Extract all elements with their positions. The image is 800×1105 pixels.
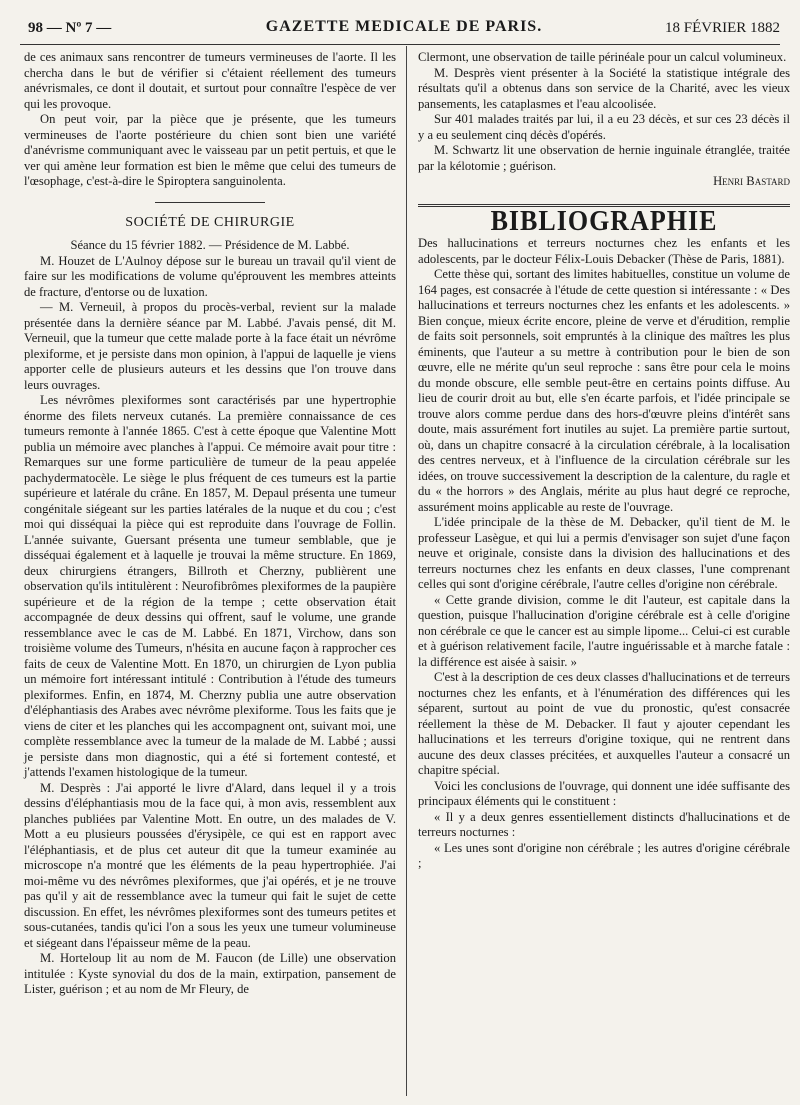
book-reference: Des hallucinations et terreurs nocturnes chez les enfants et les adolescents, par le docteur Félix-Louis Debacker (Thèse de Paris, 1881). xyxy=(418,236,790,266)
author-signature: Henri Bastard xyxy=(713,174,790,188)
paragraph: Voici les conclusions de l'ouvrage, qui donnent une idée suffisante des principaux éléments qui le constituent : xyxy=(418,778,790,808)
paragraph: M. Desprès : J'ai apporté le livre d'Alard, dans lequel il y a trois dessins d'éléphantiasis mou de la face qui, à mon avis, ressemblent aux planches publiées par Valentine Mott. En outre, un des malades de V. Mott a eu plusieurs poussées d'érysipèle, ce qui est en rapport avec l'éléphantiasis, et de plus cet auteur dit que la tumeur examinée au microscope n'a montré que les éléments de la peau hypertrophiée. J'ai moi-même vu des névrômes plexiformes, que j'ai opérés, et je ne trouve pas qu'il y ait de ressemblance avec la tumeur qui fait le sujet de cette discussion. En effet, les névrômes plexiformes sont des tumeurs petites et sous-cutanées, tandis qu'ici l'on a sous les yeux une tumeur volumineuse et siégeant dans l'épaisseur même de la peau. xyxy=(24,780,396,950)
paragraph: M. Horteloup lit au nom de M. Faucon (de Lille) une observation intitulée : Kyste synovial du dos de la main, extirpation, pansement de Lister, guérison ; et au nom de Mr Fleury, de xyxy=(24,951,396,996)
paragraph: C'est à la description de ces deux classes d'hallucinations et de terreurs nocturnes chez les enfants, et à l'énumération des différences qui les séparent, surtout au point de vue du pronostic, qu'est consacrée réellement la thèse de M. Debacker. Il faut y ajouter cependant les hallucinations et les terreurs d'origine toxique, qui ne rentrent dans aucune des deux classes précitées, et auxquelles l'auteur a consacré un chapitre spécial. xyxy=(418,670,790,777)
section-separator xyxy=(155,202,265,203)
issue-date: 18 FÉVRIER 1882 xyxy=(664,20,780,36)
paragraph: « Il y a deux genres essentiellement distincts d'hallucinations et de terreurs nocturnes : xyxy=(418,809,790,839)
paragraph: M. Desprès vient présenter à la Société la statistique intégrale des résultats qu'il a obtenus dans son service de la Charité, avec les vieux pansements, les cataplasmes et l'eau alcoolisée. xyxy=(418,65,790,111)
page-header xyxy=(28,18,780,42)
paragraph: Les névrômes plexiformes sont caractérisés par une hypertrophie énorme des filets nerveux cutanés. La première connaissance de ces tumeurs remonte à l'année 1865. C'est à cette époque que Valentine Mott publia un mémoire avec planches à l'appui. Ce mémoire avait pour titre : Remarques sur une forme particulière de tumeur de la peau appelée pachydermatocèle. Le siège le plus fréquent de ces tumeurs est la partie supérieure et latérale du crâne. En 1857, M. Depaul présenta une tumeur congénitale siégeant sur les parties latérales de la nuque et du cou ; c'est moi qui disséquai la pièce qui est reproduite dans l'ouvrage de Follin. L'année suivante, Guersant présenta une tumeur semblable, que je disséquai également et à laquelle je trouvai la même structure. En 1869, deux chirurgiens étrangers, Billroth et Cherzny, publièrent une observation qu'ils intitulèrent : Neurofibrômes plexiformes de la paupière supérieure et de la région de la tempe ; cette observation était accompagnée de deux dessins qui offrent, sauf le volume, une grande ressemblance avec le cas de M. Labbé. En 1871, Virchow, dans son troisième volume des Tumeurs, n'hésita en aucune façon à rapprocher ces faits de ceux de Valentine Mott. En 1870, un chirurgien de Lyon publia un mémoire fort intéressant intitulé : Contribution à l'étude des tumeurs plexiformes. Enfin, en 1874, M. Cherzny publia une autre observation d'éléphantiasis des Arabes avec névrôme plexiforme. Tous les faits que je viens de citer et les planches qui les accompagnent ont, suivant moi, une complète ressemblance avec la tumeur de la malade de M. Labbé ; aussi je persiste dans mon diagnostic, qui a été si fortement contesté, et j'attends l'examen histologique de la tumeur. xyxy=(24,393,396,779)
paragraph: Cette thèse qui, sortant des limites habituelles, constitue un volume de 164 pages, est consacrée à l'étude de cette question si intéressante : « Des hallucinations et terreurs nocturnes chez les enfants et les adolescents. » Bien conçue, mieux écrite encore, pleine de verve et d'érudition, remplie de faits soit personnels, soit empruntés à la clinique des maîtres les plus éminents, que l'auteur a su mettre à contribution pour le bien de son œuvre, elle ne mérite qu'un seul reproche : sans être pour cela le moins du monde obscure, elle semble peut-être en certains points diffuse. Au lieu de courir droit au but, elle s'en écarte parfois, et l'idée principale se trouve alors comme perdue dans des hors-d'œuvre pleins d'intérêt sans doute, mais assurément fort inutiles au sujet. La première partie surtout, où, dans un chapitre consacré à la circulation cérébrale, à la localisation des centres nerveux, et à l'influence de la circulation cérébrale sur les idées, on trouve successivement la description de la calenture, du ragle et du « the horrors » des Anglais, mérite au plus haut degré ce reproche, assurément moins applicable au reste de l'ouvrage. xyxy=(418,267,790,514)
paragraph: « Les unes sont d'origine non cérébrale ; les autres d'origine cérébrale ; xyxy=(418,840,790,870)
paragraph: Clermont, une observation de taille périnéale pour un calcul volumineux. xyxy=(418,50,787,64)
paragraph: de ces animaux sans rencontrer de tumeurs vermineuses de l'aorte. Il les chercha dans le but de vérifier si c'étaient réellement des tumeurs anévrismales, ce dont il doutait, et surtout pour connaître l'espèce de ver qui les provoque. xyxy=(24,50,396,111)
left-column xyxy=(24,50,396,998)
session-line: Séance du 15 février 1882. — Présidence de M. Labbé. xyxy=(70,238,350,252)
page-number: 98 — Nº 7 — xyxy=(28,20,112,36)
paragraph: — M. Verneuil, à propos du procès-verbal, revient sur la malade présentée dans la dernière séance par M. Labbé. J'avais pensé, dit M. Verneuil, que la tumeur que cette malade porte à la face était un névrôme plexiforme, et je persiste dans mon opinion, à l'appui de laquelle je viens apporter celle de plusieurs auteurs et les dessins que l'on trouve dans leurs ouvrages. xyxy=(24,300,396,392)
column-divider xyxy=(406,46,407,1096)
paragraph: Sur 401 malades traités par lui, il a eu 23 décès, et sur ces 23 décès il y a eu seulement cinq décès d'opérés. xyxy=(418,112,790,142)
section-title: BIBLIOGRAPHIE xyxy=(490,204,718,236)
paragraph: M. Schwartz lit une observation de hernie inguinale étranglée, traitée par la kélotomie ; guérison. xyxy=(418,143,790,173)
paragraph: « Cette grande division, comme le dit l'auteur, est capitale dans la question, puisque l'hallucination d'origine cérébrale est à celle d'origine non cérébrale ce que le cancer est au simple lipome... Celui-ci est curable et à guérison relativement facile, l'autre inguérissable et à marche fatale : la différence est aisée à saisir. » xyxy=(418,592,790,669)
paragraph: L'idée principale de la thèse de M. Debacker, qu'il tient de M. le professeur Lasègue, et qui lui a permis d'envisager son sujet d'une façon neuve et originale, consiste dans la division des hallucinations et des terreurs nocturnes chez les enfants en deux classes, l'une comprenant celles qui sont d'origine cérébrale, l'autre celles d'origine non cérébrale. xyxy=(418,515,790,591)
header-rule xyxy=(20,44,780,45)
paragraph: On peut voir, par la pièce que je présente, que les tumeurs vermineuses de l'aorte postérieure du chien sont bien une variété d'anévrisme communiquant avec le vaisseau par un petit pertuis, et que le ver qui amène leur formation est bien le même que celui des tumeurs de l'œsophage, c'est-à-dire le Spiroptera sanguinolenta. xyxy=(24,112,396,188)
section-title: SOCIÉTÉ DE CHIRURGIE xyxy=(125,214,295,230)
paragraph: M. Houzet de L'Aulnoy dépose sur le bureau un travail qu'il vient de faire sur les modifications de volume qu'éprouvent les membres atteints de fracture, d'entorse ou de luxation. xyxy=(24,253,396,299)
journal-title: GAZETTE MEDICALE DE PARIS. xyxy=(265,18,543,35)
right-column xyxy=(418,50,790,872)
